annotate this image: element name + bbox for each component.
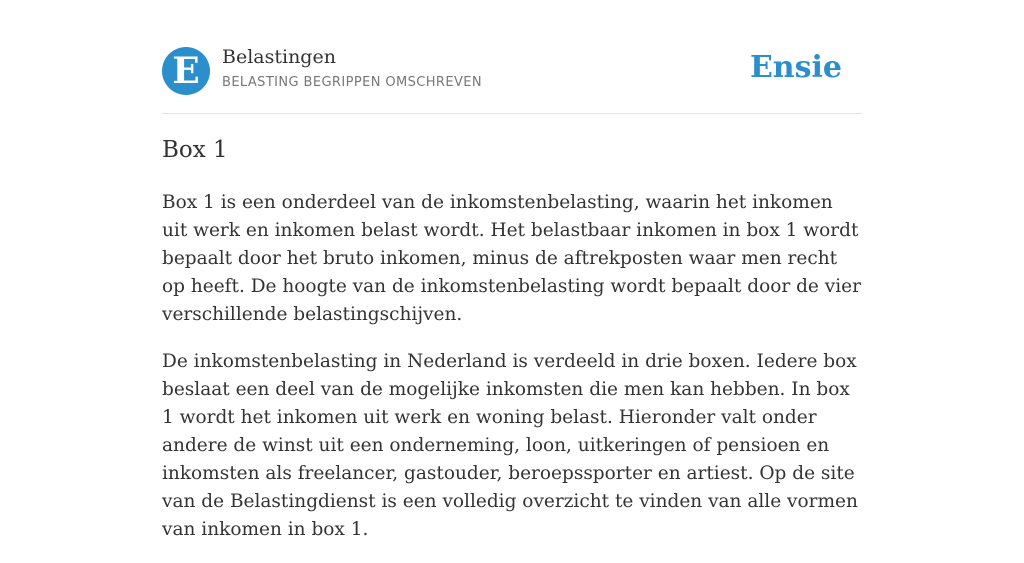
category-title[interactable]: Belastingen — [222, 46, 336, 68]
category-subtitle: BELASTING BEGRIPPEN OMSCHREVEN — [222, 75, 482, 90]
brand-logo[interactable]: Ensie — [749, 50, 842, 85]
header — [162, 0, 862, 114]
page-container — [162, 0, 862, 540]
article-title: Box 1 — [162, 137, 228, 163]
article-body — [162, 189, 862, 563]
article-paragraph: De inkomstenbelasting in Nederland is verdeeld in drie boxen. Iedere box beslaat een deel van de mogelijke inkomsten die men kan hebben. In box 1 wordt het inkomen uit werk en woning belast. Hieronder valt onder andere de winst uit een onderneming, loon, uitkeringen of pensioen en inkomsten als freelancer, gastouder, beroepssporter en artiest. Op de site van de Belastingdienst is een volledig overzicht te vinden van alle vormen van inkomen in box 1. — [162, 351, 858, 540]
article-paragraph: Box 1 is een onderdeel van de inkomstenbelasting, waarin het inkomen uit werk en inkomen belast wordt. Het belastbaar inkomen in box 1 wordt bepaalt door het bruto inkomen, minus de aftrekposten waar men recht op heeft. De hoogte van de inkomstenbelasting wordt bepaalt door de vier verschillende belastingschijven. — [162, 192, 861, 325]
category-logo[interactable]: E — [162, 47, 210, 95]
